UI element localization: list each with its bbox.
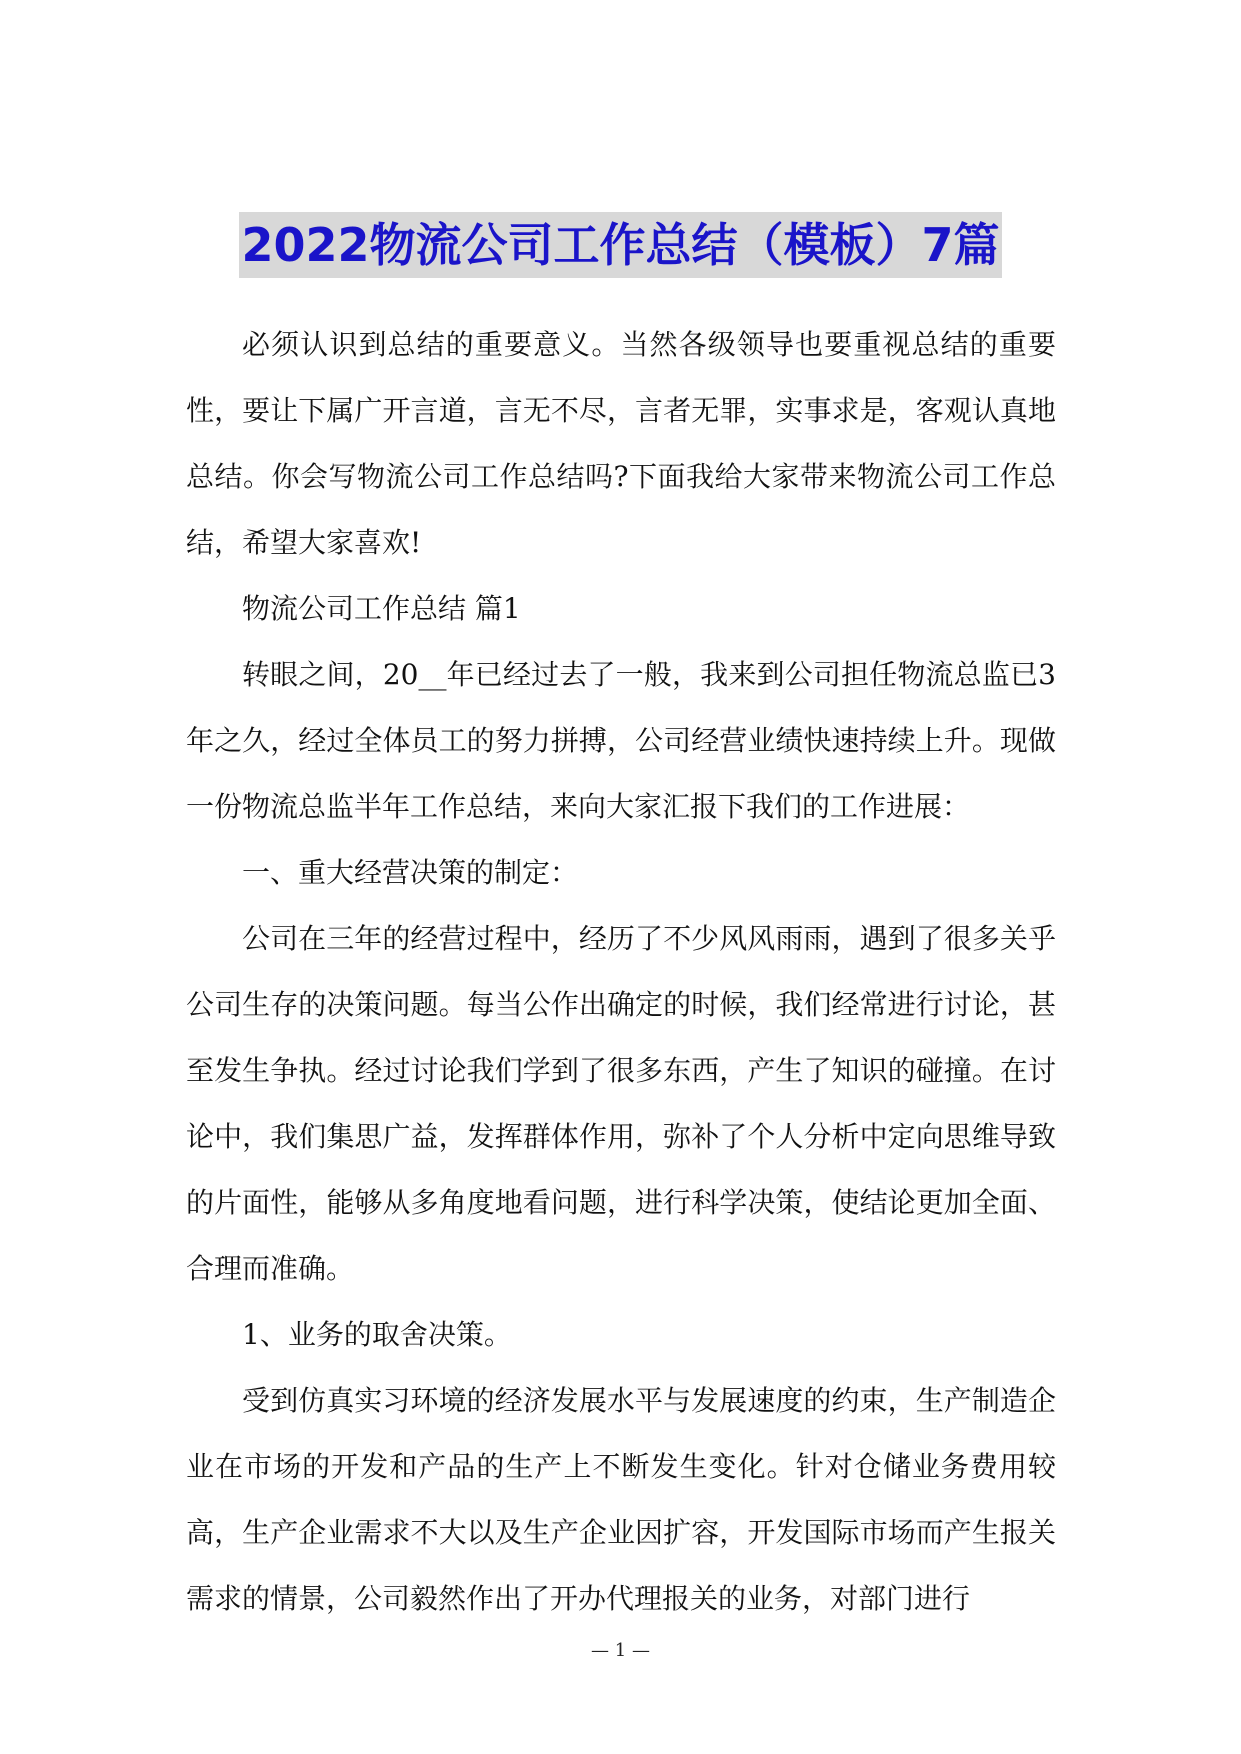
body-paragraph: 受到仿真实习环境的经济发展水平与发展速度的约束，生产制造企业在市场的开发和产品的生产上不断发生变化。针对仓储业务费用较高，生产企业需求不大以及生产企业因扩容，开发国际市场而产生报关需求的情景，公司毅然作出了开办代理报关的业务，对部门进行 <box>186 1384 1056 1615</box>
document-body <box>186 312 1056 1632</box>
intro-paragraph: 必须认识到总结的重要意义。当然各级领导也要重视总结的重要性，要让下属广开言道，言无不尽，言者无罪，实事求是，客观认真地总结。你会写物流公司工作总结吗?下面我给大家带来物流公司工作总结，希望大家喜欢! <box>186 328 1056 559</box>
section-heading: 物流公司工作总结 篇1 <box>242 592 521 625</box>
body-paragraph: 转眼之间，20__年已经过去了一般，我来到公司担任物流总监已3年之久，经过全体员工的努力拼搏，公司经营业绩快速持续上升。现做一份物流总监半年工作总结，来向大家汇报下我们的工作进展： <box>186 658 1056 823</box>
body-paragraph: 公司在三年的经营过程中，经历了不少风风雨雨，遇到了很多关乎公司生存的决策问题。每当公作出确定的时候，我们经常进行讨论，甚至发生争执。经过讨论我们学到了很多东西，产生了知识的碰撞。在讨论中，我们集思广益，发挥群体作用，弥补了个人分析中定向思维导致的片面性，能够从多角度地看问题，进行科学决策，使结论更加全面、合理而准确。 <box>186 922 1056 1285</box>
list-heading: 1、业务的取舍决策。 <box>242 1318 512 1351</box>
subsection-heading: 一、重大经营决策的制定： <box>242 856 579 889</box>
document-title: 2022物流公司工作总结（模板）7篇 <box>239 212 1001 278</box>
title-container <box>0 212 1241 278</box>
page-number: — 1 — <box>591 1640 650 1661</box>
